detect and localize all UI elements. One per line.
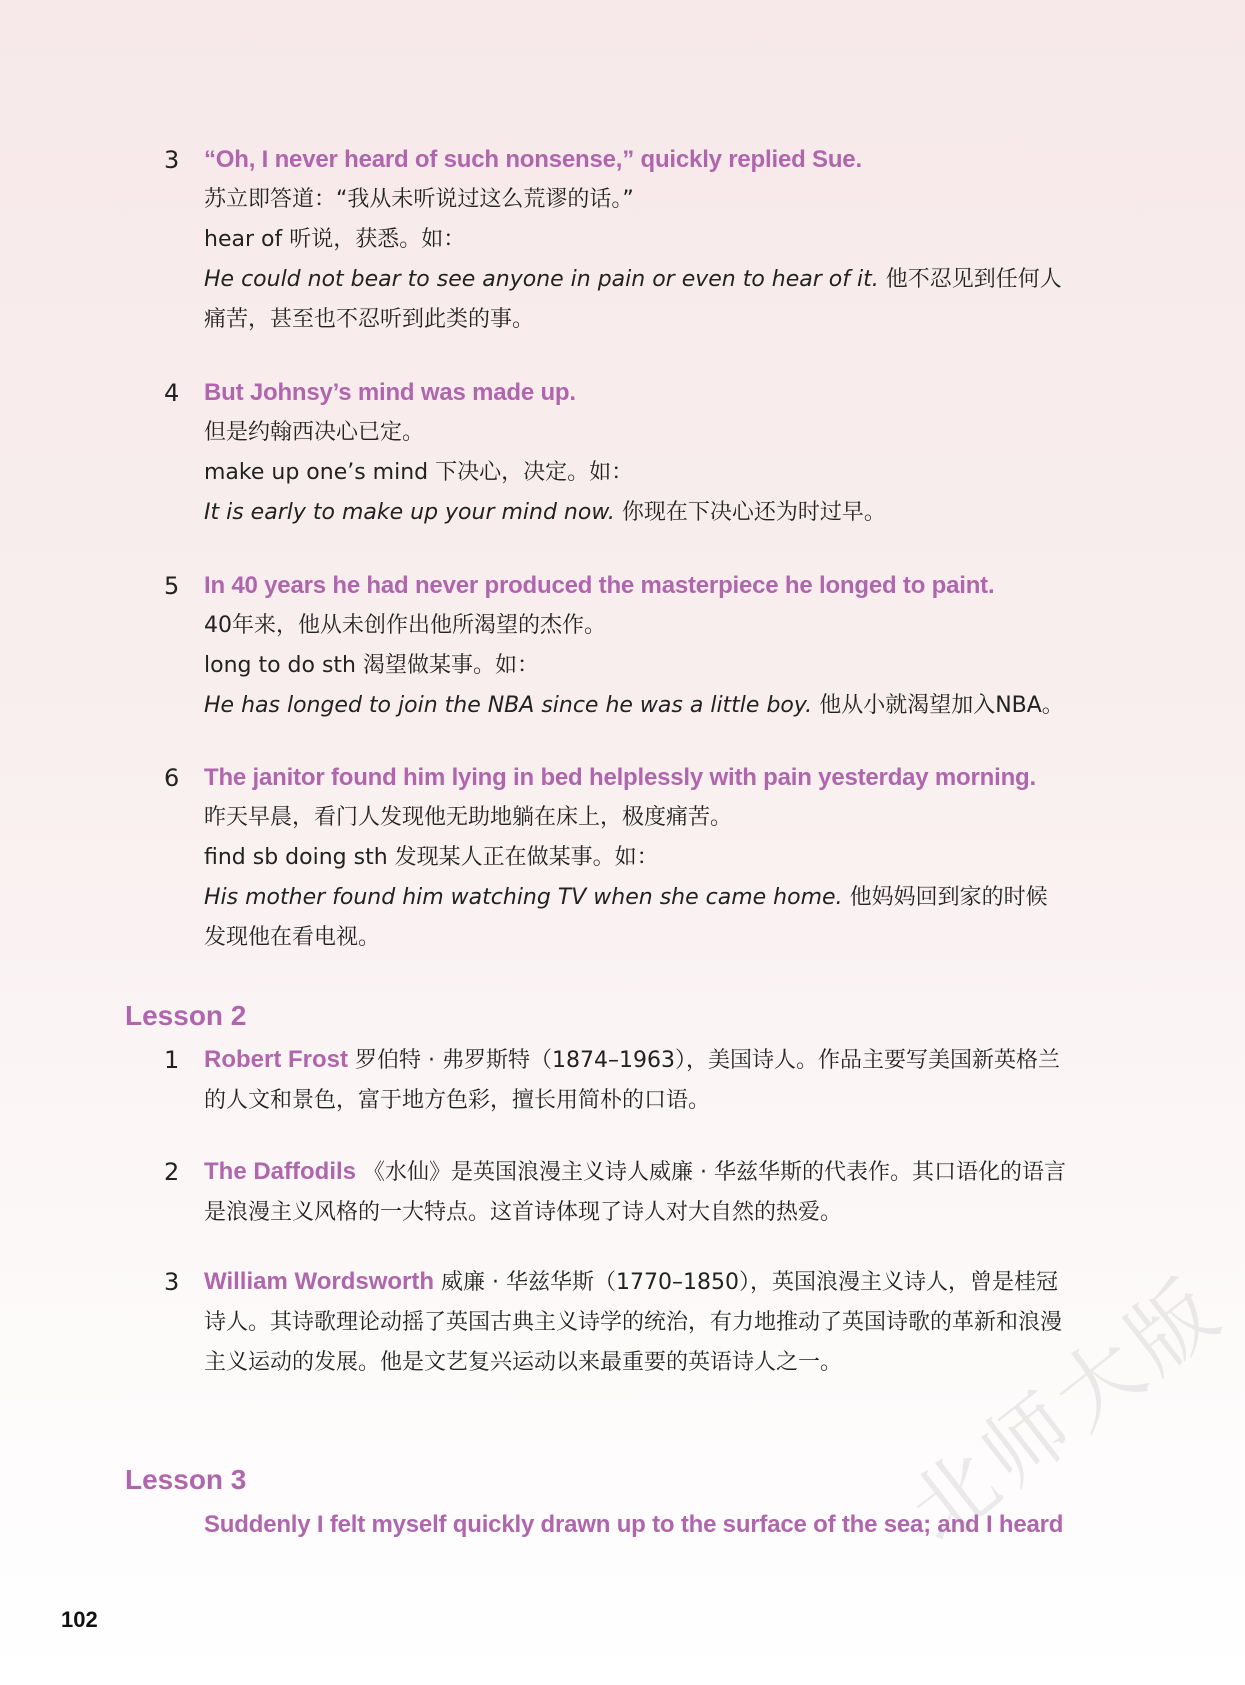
note-example: He could not bear to see anyone in pain or even to hear of it. [204,267,879,292]
note-body: 《水仙》是英国浪漫主义诗人威廉 · 华兹华斯的代表作。其口语化的语言是浪漫主义风格的一大特点。这首诗体现了诗人对大自然的热爱。 [204,1160,1066,1225]
lesson2-note-3 [0,1262,1069,1383]
note-heading: The janitor found him lying in bed helplessly with pain yesterday morning. [204,764,1036,791]
note-example-block [204,686,1069,726]
lesson2-note-2 [0,1152,1069,1233]
lesson1-note-3 [0,140,1069,340]
page-number: 102 [61,1607,98,1632]
note-number: 4 [164,379,180,407]
note-example-translation: 他从小就渴望加入NBA。 [819,693,1064,718]
lesson3-note-1 [0,1505,1069,1545]
note-number: 6 [164,764,180,792]
note-example-block [204,260,1069,340]
note-example-translation: 他妈妈回到家的时候发现他在看电视。 [204,885,1048,950]
lesson1-note-5 [0,566,1069,726]
note-example: His mother found him watching TV when she came home. [204,885,843,910]
note-translation: 40年来，他从未创作出他所渴望的杰作。 [204,613,606,638]
note-number: 1 [164,1046,180,1074]
note-number: 3 [164,146,180,174]
note-phrase: hear of 听说，获悉。如： [204,227,466,252]
note-number: 3 [164,1268,180,1296]
note-term: William Wordsworth [204,1268,435,1295]
note-term: The Daffodils [204,1158,357,1185]
note-example-translation: 他不忍见到任何人痛苦，甚至也不忍听到此类的事。 [204,267,1062,332]
note-example-block [204,493,1069,533]
note-phrase: find sb doing sth 发现某人正在做某事。如： [204,845,659,870]
note-translation: 但是约翰西决心已定。 [204,420,425,445]
note-heading: In 40 years he had never produced the masterpiece he longed to paint. [204,572,995,599]
note-heading: “Oh, I never heard of such nonsense,” quickly replied Sue. [204,146,862,173]
lesson1-note-6 [0,758,1069,958]
note-example: It is early to make up your mind now. [204,500,615,525]
note-example-block [204,878,1069,958]
note-body: 罗伯特 · 弗罗斯特（1874–1963），美国诗人。作品主要写美国新英格兰的人文和景色，富于地方色彩，擅长用简朴的口语。 [204,1048,1060,1113]
note-number: 2 [164,1158,180,1186]
note-phrase: make up one’s mind 下决心，决定。如： [204,460,634,485]
note-number: 5 [164,572,180,600]
note-translation: 苏立即答道：“我从未听说过这么荒谬的话。” [204,187,634,212]
note-example-translation: 你现在下决心还为时过早。 [621,500,886,525]
note-phrase: long to do sth 渴望做某事。如： [204,653,539,678]
note-term: Robert Frost [204,1046,348,1073]
lesson1-note-4 [0,373,1069,533]
note-example: He has longed to join the NBA since he was a little boy. [204,693,813,718]
publisher-watermark: 北师大版 [891,1257,1242,1562]
note-paragraph [204,1040,1069,1121]
lesson3-title: Lesson 3 [125,1464,247,1495]
note-heading: Suddenly I felt myself quickly drawn up to the surface of the sea; and I heard [204,1511,1064,1538]
lesson2-title: Lesson 2 [125,1000,247,1031]
note-heading: But Johnsy’s mind was made up. [204,379,576,406]
note-body: 威廉 · 华兹华斯（1770–1850），英国浪漫主义诗人，曾是桂冠诗人。其诗歌理论动摇了英国古典主义诗学的统治，有力地推动了英国诗歌的革新和浪漫主义运动的发展。他是文艺复兴运动以来最重要的英语诗人之一。 [204,1270,1063,1375]
note-translation: 昨天早晨，看门人发现他无助地躺在床上，极度痛苦。 [204,805,733,830]
lesson2-note-1 [0,1040,1069,1121]
note-paragraph [204,1262,1069,1383]
note-paragraph [204,1152,1069,1233]
